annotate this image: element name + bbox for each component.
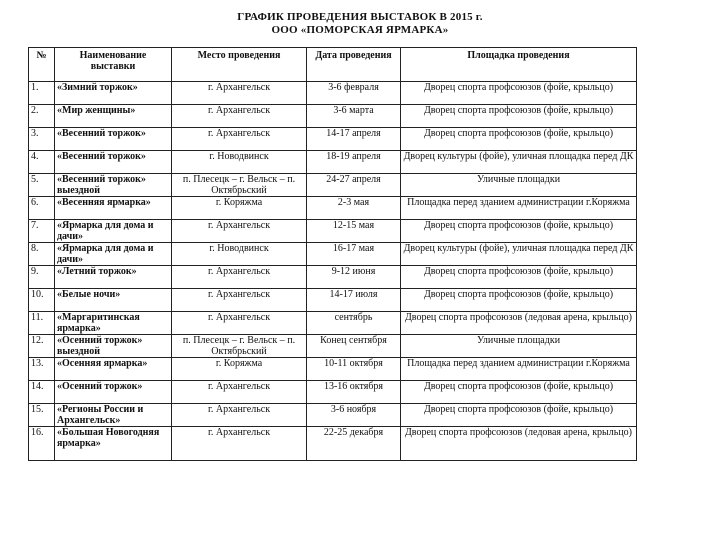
venue: Площадка перед зданием администрации г.Коряжма [401, 358, 637, 381]
row-number: 12. [29, 335, 55, 358]
row-number: 5. [29, 174, 55, 197]
location: п. Плесецк – г. Вельск – п. Октябрьский [172, 174, 307, 197]
row-number: 13. [29, 358, 55, 381]
table-row [29, 128, 637, 151]
venue: Дворец спорта профсоюзов (фойе, крыльцо) [401, 381, 637, 404]
exhibition-name: «Мир женщины» [55, 105, 172, 128]
exhibition-name: «Зимний торжок» [55, 82, 172, 105]
location: г. Архангельск [172, 266, 307, 289]
location: г. Архангельск [172, 404, 307, 427]
venue: Дворец спорта профсоюзов (фойе, крыльцо) [401, 220, 637, 243]
exhibition-name: «Белые ночи» [55, 289, 172, 312]
header-name: Наименование выставки [55, 48, 172, 82]
table-row [29, 174, 637, 197]
row-number: 4. [29, 151, 55, 174]
location: г. Новодвинск [172, 243, 307, 266]
location: г. Архангельск [172, 220, 307, 243]
location: г. Архангельск [172, 82, 307, 105]
event-date: 3-6 февраля [307, 82, 401, 105]
row-number: 2. [29, 105, 55, 128]
exhibition-name: «Весенний торжок» выездной [55, 174, 172, 197]
header-place: Место проведения [172, 48, 307, 82]
exhibition-name: «Весенняя ярмарка» [55, 197, 172, 220]
location: г. Коряжма [172, 197, 307, 220]
venue: Дворец спорта профсоюзов (фойе, крыльцо) [401, 82, 637, 105]
event-date: 3-6 ноября [307, 404, 401, 427]
venue: Дворец спорта профсоюзов (ледовая арена, крыльцо) [401, 312, 637, 335]
row-number: 8. [29, 243, 55, 266]
exhibition-schedule-table [28, 47, 637, 461]
header-num: № [29, 48, 55, 82]
row-number: 15. [29, 404, 55, 427]
row-number: 7. [29, 220, 55, 243]
table-row [29, 82, 637, 105]
table-row [29, 151, 637, 174]
table-row [29, 243, 637, 266]
exhibition-name: «Маргаритинская ярмарка» [55, 312, 172, 335]
event-date: 14-17 июля [307, 289, 401, 312]
location: г. Коряжма [172, 358, 307, 381]
event-date: 2-3 мая [307, 197, 401, 220]
venue: Уличные площадки [401, 335, 637, 358]
table-row [29, 312, 637, 335]
row-number: 9. [29, 266, 55, 289]
venue: Дворец культуры (фойе), уличная площадка перед ДК [401, 243, 637, 266]
document-title [0, 11, 720, 37]
venue: Дворец спорта профсоюзов (фойе, крыльцо) [401, 128, 637, 151]
location: г. Архангельск [172, 312, 307, 335]
venue: Дворец спорта профсоюзов (фойе, крыльцо) [401, 266, 637, 289]
event-date: 16-17 мая [307, 243, 401, 266]
row-number: 10. [29, 289, 55, 312]
event-date: 9-12 июня [307, 266, 401, 289]
header-date: Дата проведения [307, 48, 401, 82]
header-venue: Площадка проведения [401, 48, 637, 82]
location: г. Архангельск [172, 128, 307, 151]
table-row [29, 358, 637, 381]
row-number: 11. [29, 312, 55, 335]
location: г. Архангельск [172, 427, 307, 461]
venue: Дворец спорта профсоюзов (ледовая арена, крыльцо) [401, 427, 637, 461]
table-row [29, 220, 637, 243]
event-date: Конец сентября [307, 335, 401, 358]
table-row [29, 427, 637, 461]
table-row [29, 381, 637, 404]
exhibition-name: «Ярмарка для дома и дачи» [55, 243, 172, 266]
location: г. Архангельск [172, 289, 307, 312]
exhibition-name: «Осенняя ярмарка» [55, 358, 172, 381]
row-number: 14. [29, 381, 55, 404]
location: п. Плесецк – г. Вельск – п. Октябрьский [172, 335, 307, 358]
table-header-row [29, 48, 637, 82]
table-row [29, 404, 637, 427]
venue: Площадка перед зданием администрации г.Коряжма [401, 197, 637, 220]
location: г. Архангельск [172, 105, 307, 128]
exhibition-name: «Осенний торжок» [55, 381, 172, 404]
venue: Дворец спорта профсоюзов (фойе, крыльцо) [401, 105, 637, 128]
table-row [29, 289, 637, 312]
venue: Дворец культуры (фойе), уличная площадка перед ДК [401, 151, 637, 174]
event-date: 22-25 декабря [307, 427, 401, 461]
venue: Уличные площадки [401, 174, 637, 197]
event-date: сентябрь [307, 312, 401, 335]
exhibition-name: «Большая Новогодняя ярмарка» [55, 427, 172, 461]
table-row [29, 197, 637, 220]
title-line-1: ГРАФИК ПРОВЕДЕНИЯ ВЫСТАВОК В 2015 г. [237, 11, 483, 23]
row-number: 6. [29, 197, 55, 220]
event-date: 13-16 октября [307, 381, 401, 404]
location: г. Архангельск [172, 381, 307, 404]
event-date: 3-6 марта [307, 105, 401, 128]
event-date: 12-15 мая [307, 220, 401, 243]
row-number: 3. [29, 128, 55, 151]
event-date: 18-19 апреля [307, 151, 401, 174]
table-row [29, 105, 637, 128]
exhibition-name: «Весенний торжок» [55, 151, 172, 174]
exhibition-name: «Ярмарка для дома и дачи» [55, 220, 172, 243]
location: г. Новодвинск [172, 151, 307, 174]
title-line-2: ООО «ПОМОРСКАЯ ЯРМАРКА» [271, 24, 449, 36]
row-number: 1. [29, 82, 55, 105]
venue: Дворец спорта профсоюзов (фойе, крыльцо) [401, 289, 637, 312]
exhibition-name: «Осенний торжок» выездной [55, 335, 172, 358]
table-row [29, 335, 637, 358]
event-date: 10-11 октября [307, 358, 401, 381]
exhibition-name: «Летний торжок» [55, 266, 172, 289]
row-number: 16. [29, 427, 55, 461]
exhibition-name: «Весенний торжок» [55, 128, 172, 151]
table-row [29, 266, 637, 289]
exhibition-name: «Регионы России и Архангельск» [55, 404, 172, 427]
venue: Дворец спорта профсоюзов (фойе, крыльцо) [401, 404, 637, 427]
event-date: 24-27 апреля [307, 174, 401, 197]
event-date: 14-17 апреля [307, 128, 401, 151]
